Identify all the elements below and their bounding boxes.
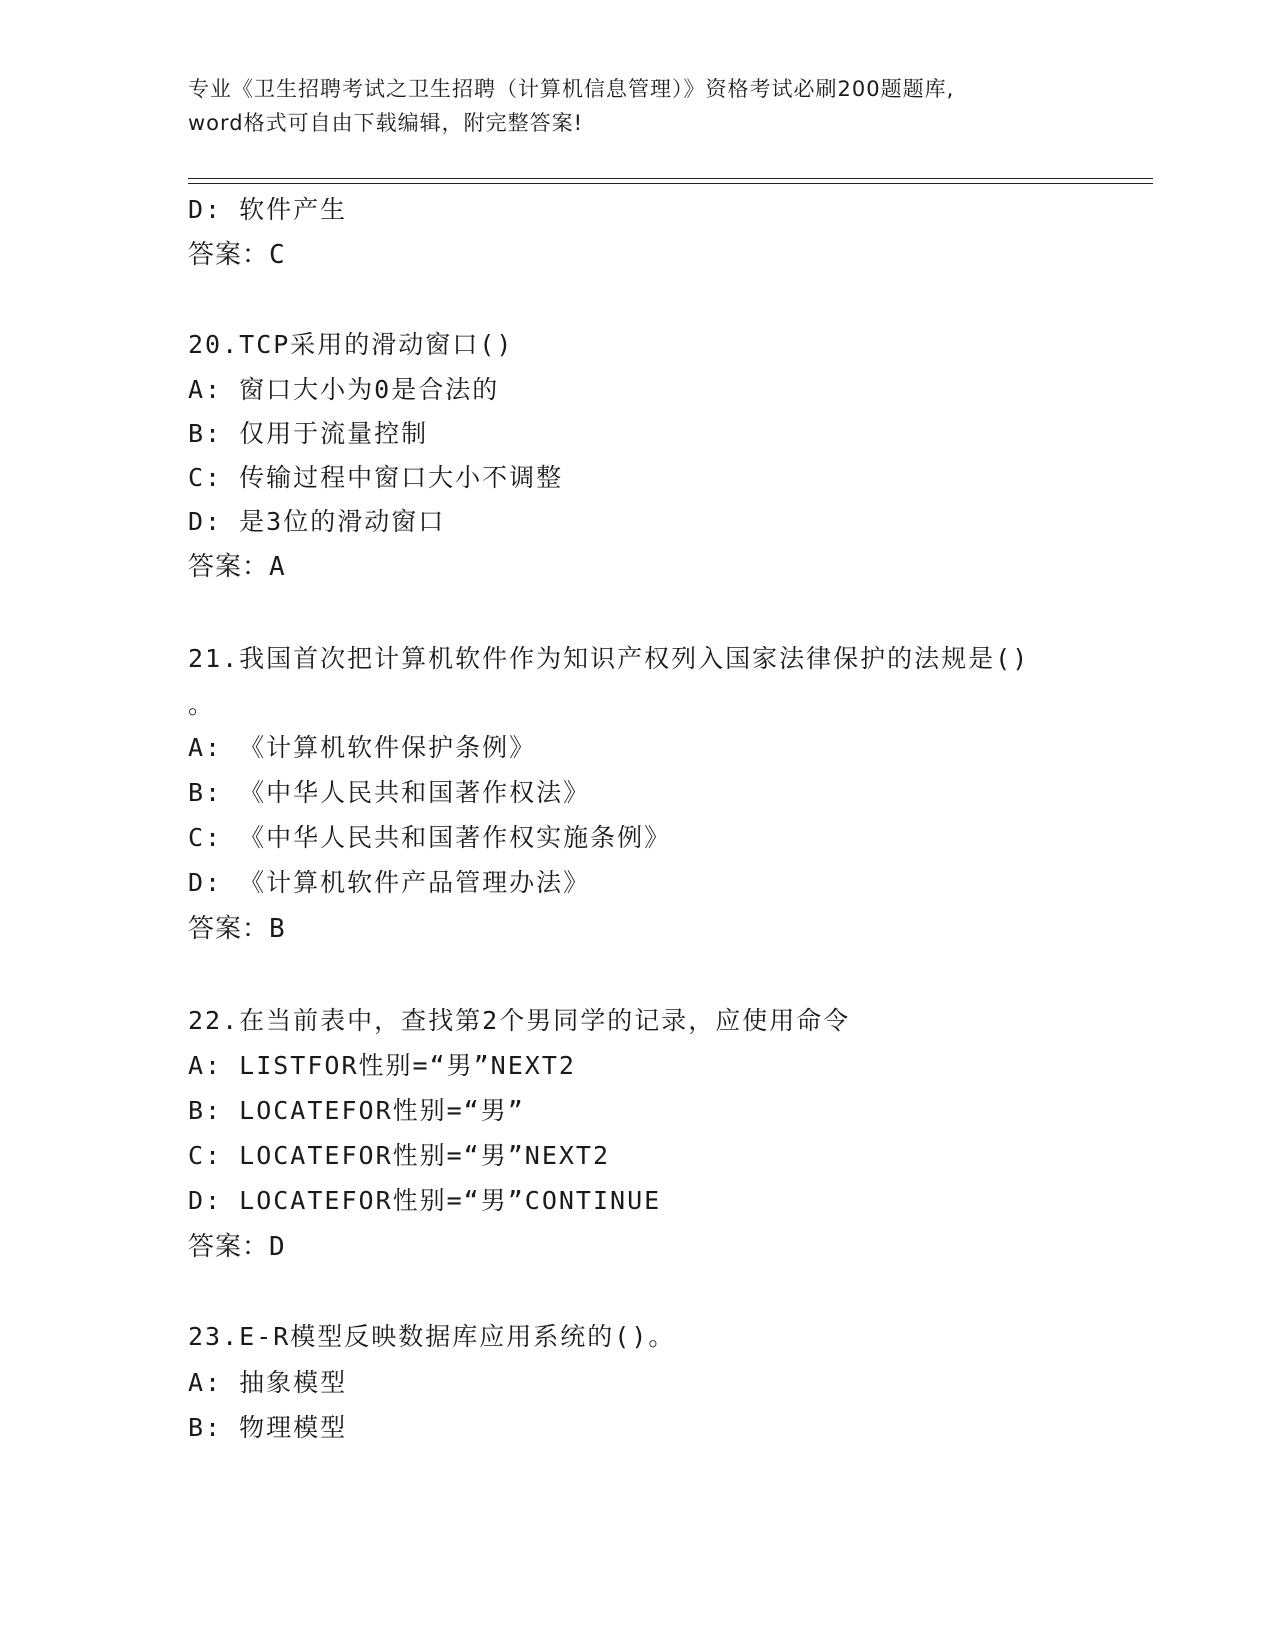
header-title-line-1: 专业《卫生招聘考试之卫生招聘（计算机信息管理）》资格考试必刷200题题库, <box>188 77 955 101</box>
q20-stem: 20.TCP采用的滑动窗口() <box>188 330 514 359</box>
answer-label: 答案： <box>188 240 270 270</box>
q21-stem-continuation: 。 <box>188 690 216 719</box>
q20-option-c: C: 传输过程中窗口大小不调整 <box>188 463 564 492</box>
q21-option-c: C: 《中华人民共和国著作权实施条例》 <box>188 823 672 852</box>
q23-option-b: B: 物理模型 <box>188 1413 348 1442</box>
q21-answer <box>188 912 286 946</box>
q21-option-a: A: 《计算机软件保护条例》 <box>188 733 537 762</box>
q22-option-d: D: LOCATEFOR性别=“男”CONTINUE <box>188 1186 662 1215</box>
document-header <box>188 72 1088 140</box>
q20-option-b: B: 仅用于流量控制 <box>188 419 429 448</box>
answer-label: 答案： <box>188 552 270 582</box>
q23-option-a: A: 抽象模型 <box>188 1368 348 1397</box>
q20-option-d: D: 是3位的滑动窗口 <box>188 507 446 536</box>
q19-option-d: D: 软件产生 <box>188 195 348 224</box>
q22-stem: 22.在当前表中，查找第2个男同学的记录，应使用命令 <box>188 1006 851 1035</box>
q21-stem: 21.我国首次把计算机软件作为知识产权列入国家法律保护的法规是() <box>188 644 1030 673</box>
q21-option-d: D: 《计算机软件产品管理办法》 <box>188 868 591 897</box>
q19-answer <box>188 238 286 272</box>
q22-option-b: B: LOCATEFOR性别=“男” <box>188 1096 525 1125</box>
header-divider-top <box>188 178 1153 179</box>
header-title-line-2: word格式可自由下载编辑，附完整答案! <box>188 111 584 135</box>
header-divider-bottom <box>188 183 1153 184</box>
q22-option-a: A: LISTFOR性别=“男”NEXT2 <box>188 1051 576 1080</box>
q22-option-c: C: LOCATEFOR性别=“男”NEXT2 <box>188 1141 611 1170</box>
answer-value: C <box>269 240 286 270</box>
q20-answer <box>188 550 286 584</box>
q22-answer <box>188 1230 286 1264</box>
answer-label: 答案： <box>188 1232 270 1262</box>
q20-option-a: A: 窗口大小为0是合法的 <box>188 375 500 404</box>
answer-value: D <box>269 1232 286 1262</box>
answer-label: 答案： <box>188 914 270 944</box>
q23-stem: 23.E-R模型反映数据库应用系统的()。 <box>188 1322 676 1351</box>
answer-value: A <box>269 552 286 582</box>
q21-option-b: B: 《中华人民共和国著作权法》 <box>188 778 591 807</box>
answer-value: B <box>269 914 286 944</box>
